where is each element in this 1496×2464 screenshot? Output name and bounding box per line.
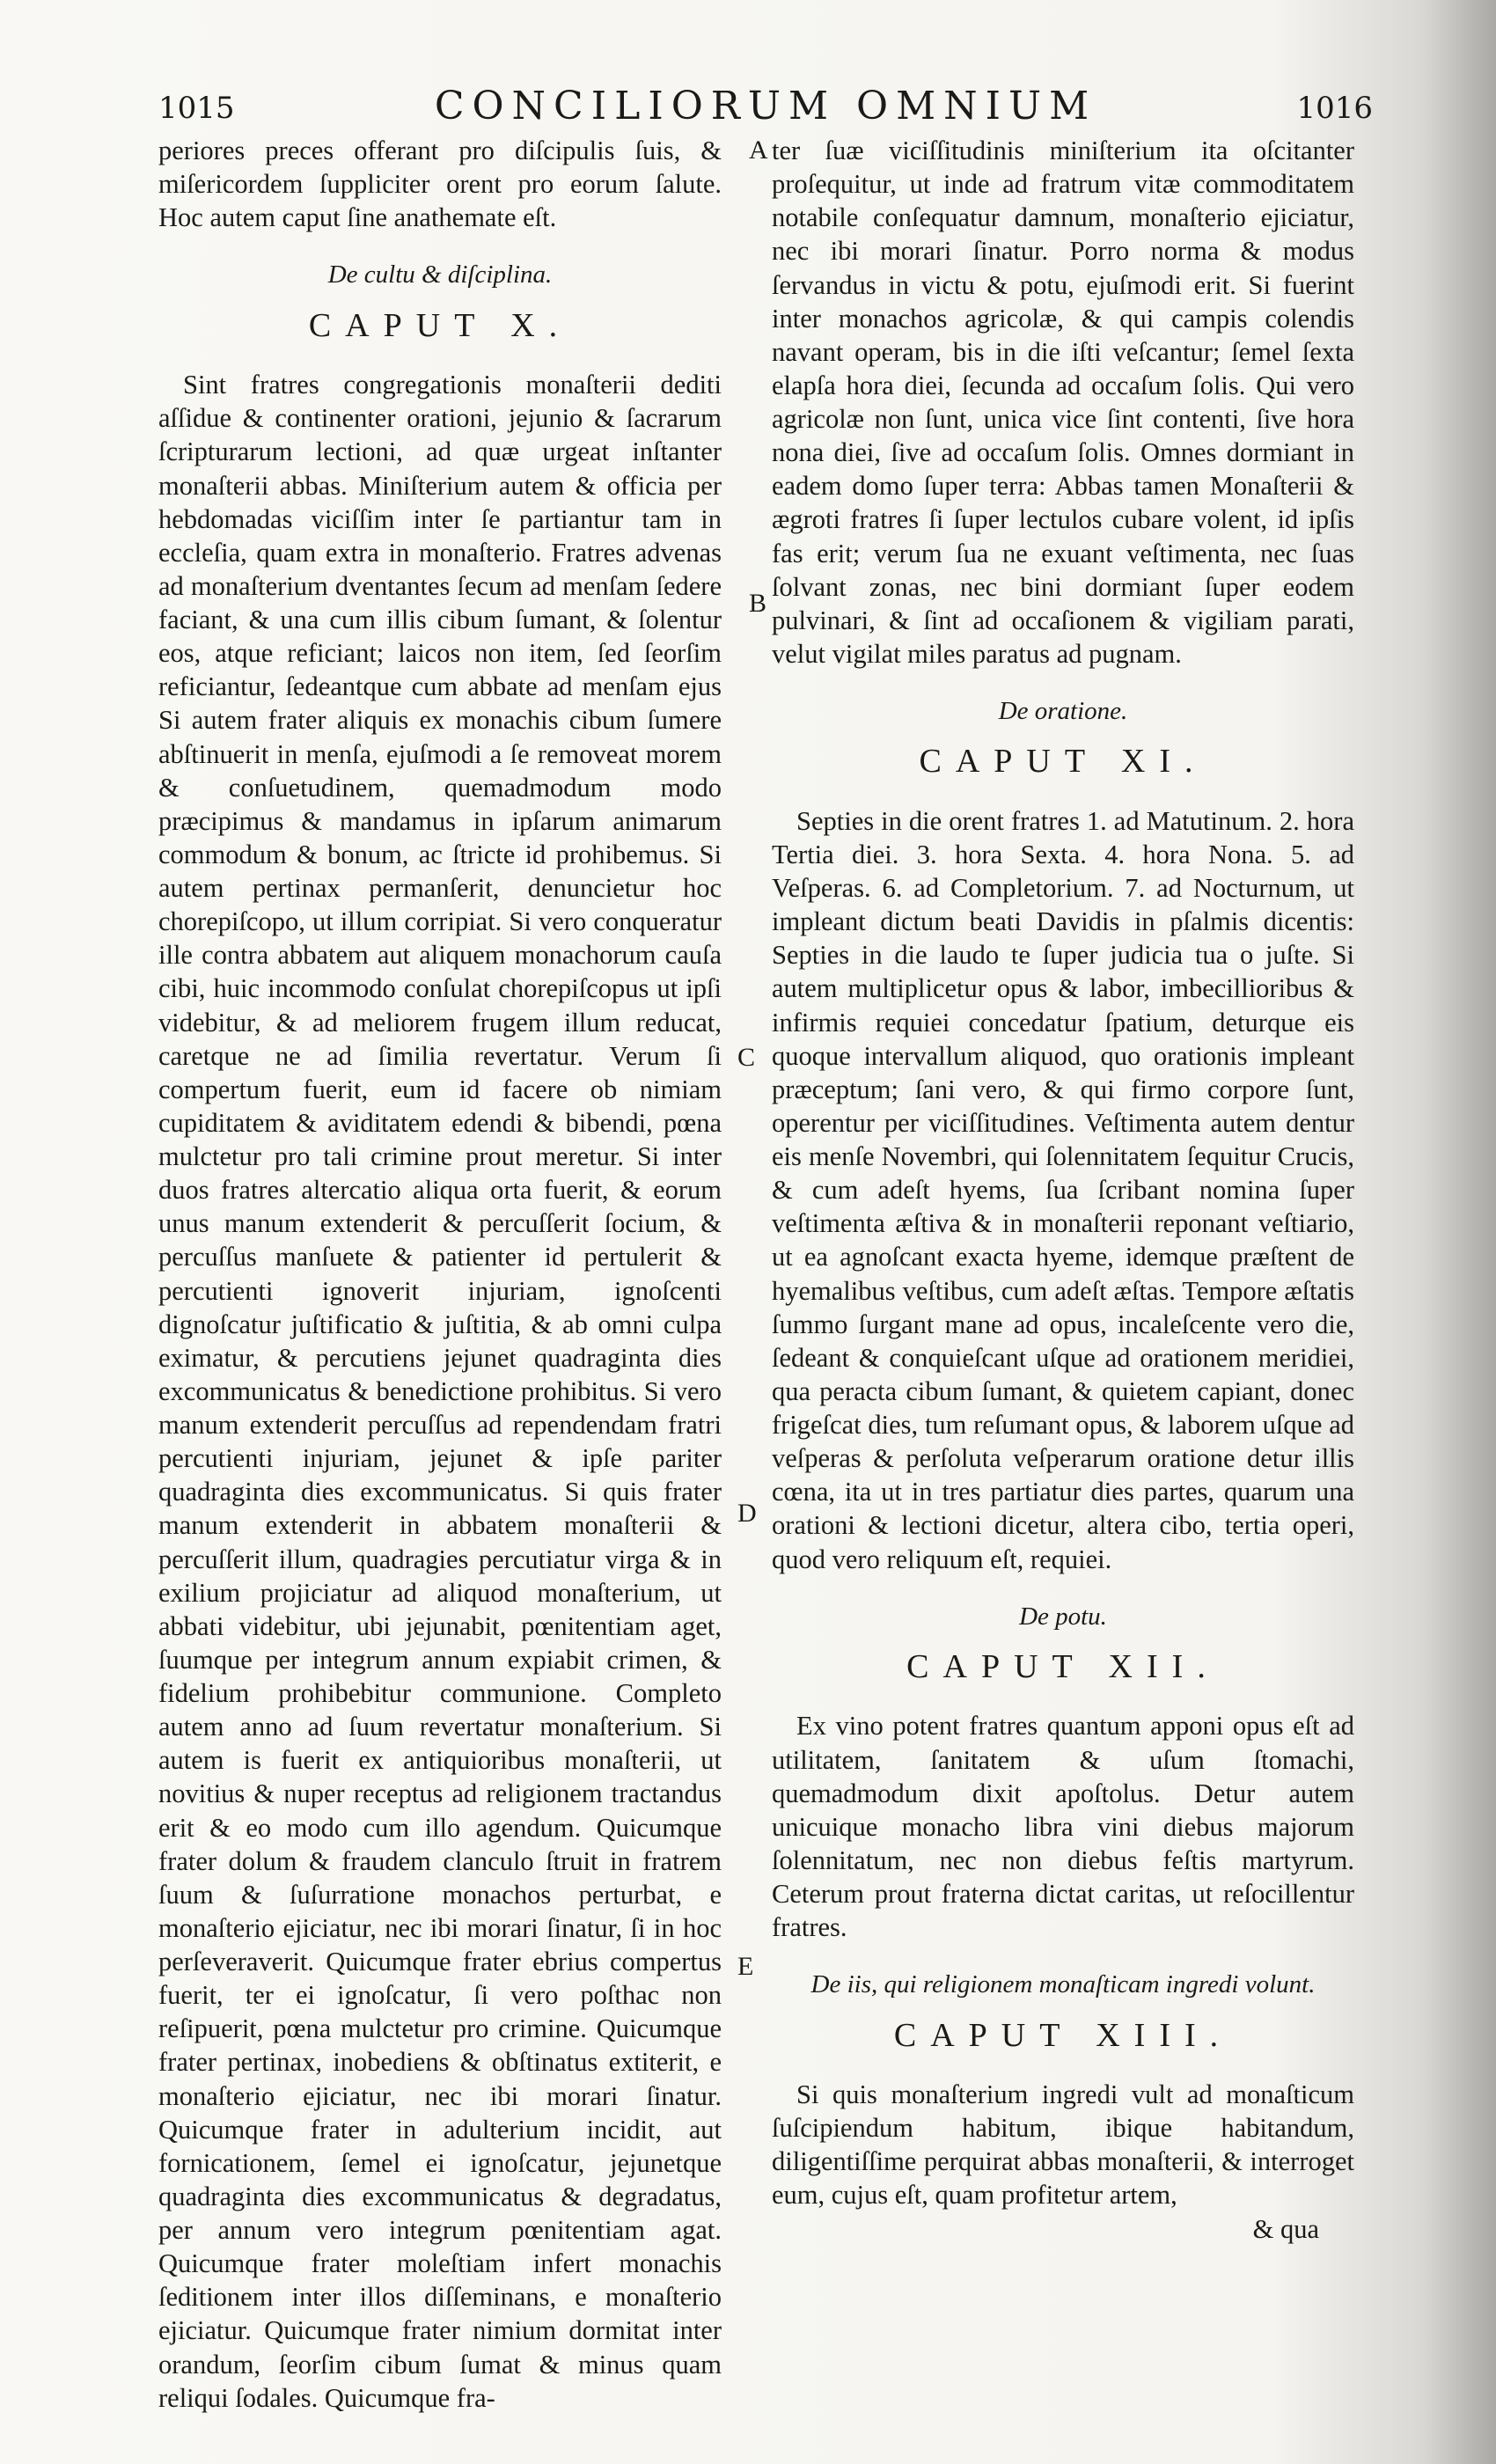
running-title: CONCILIORUM OMNIUM: [434, 84, 1097, 128]
paragraph-continued: periores preces offerant pro diſcipulis ſuis, & miſericordem ſuppliciter orent pro eorum ſalute. Hoc autem caput ſine anathemate eſt.: [158, 136, 722, 233]
chapter-heading-12: CAPUT XII.: [906, 1647, 1220, 1685]
margin-letter-a: A: [749, 136, 768, 165]
section-subtitle-12: De potu.: [1019, 1602, 1107, 1631]
margin-letter-b: B: [749, 589, 767, 618]
margin-letter-c: C: [737, 1043, 756, 1072]
page-number-left: 1015: [158, 91, 235, 126]
chapter-12-text: Ex vino potent fratres quantum apponi opus eſt ad utilitatem, ſanitatem & uſum ſtomachi, quemadmodum dixit apoſtolus. Detur autem unicuique monacho libra vini diebus majorum ſolennitatum, nec non diebus feſtis martyrum. Ceterum prout fraterna dictat caritas, ut reſocillentur fratres.: [772, 1711, 1354, 1943]
page-number-right: 1016: [1296, 91, 1373, 126]
chapter-heading-10: CAPUT X.: [308, 306, 572, 344]
chapter-heading-13: CAPUT XIII.: [893, 2016, 1233, 2054]
margin-letter-d: D: [737, 1499, 757, 1528]
chapter-13-text: Si quis monaſterium ingredi vult ad monaſticum ſuſcipiendum habitum, ibique habitandum, diligentiſſime perquirat abbas monaſterii, & interroget eum, cujus eſt, quam profitetur artem,: [772, 2079, 1354, 2211]
right-column: [772, 134, 1354, 2246]
margin-letter-e: E: [737, 1952, 754, 1981]
chapter-heading-11: CAPUT XI.: [919, 743, 1207, 781]
section-subtitle-10: De cultu & diſciplina.: [327, 260, 553, 290]
running-head: [158, 84, 1373, 136]
section-subtitle-11: De oratione.: [998, 697, 1128, 725]
section-subtitle-13: De iis, qui religionem monaſticam ingredi volunt.: [810, 1970, 1316, 1999]
chapter-11-text: Septies in die orent fratres 1. ad Matutinum. 2. hora Tertia diei. 3. hora Sexta. 4. hora Nona. 5. ad Veſperas. 6. ad Completorium. 7. ad Nocturnum, ut impleant dictum beati Davidis in pſalmis dicentis: Septies in die laudo te ſuper judicia tua o juſte. Si autem multiplicetur opus & labor, imbecillioribus & infirmis requiei concedatur ſpatium, deturque eis quoque intervallum aliquod, quo orationis impleant præceptum; ſani vero, & qui firmo corpore ſunt, operentur per viciſſitudines. Veſtimenta autem dentur eis menſe Novembri, qui ſolennitatem ſequitur Crucis, & cum adeſt hyems, ſua ſcribant nomina ſuper veſtimenta æſtiva & in monaſterii reponant veſtiario, ut ea agnoſcant exacta hyeme, idemque præſtent de hyemalibus veſtibus, cum adeſt æſtas. Tempore æſtatis ſummo ſurgant mane ad opus, incaleſcente vero die, ſedeant & conquieſcant uſque ad orationem meridiei, qua peracta cibum ſumant, & quietem capiant, donec frigeſcat dies, tum reſumant opus, & laborem uſque ad veſperas & perſoluta veſperarum oratione detur illis cœna, ita ut in tres partiatur dies partes, quarum una orationi & lectioni dicetur, altera cibo, tertia operi, quod vero reliquum eſt, requiei.: [772, 805, 1354, 1574]
left-column: [158, 134, 722, 2415]
paragraph-continued-right: ter ſuæ viciſſitudinis miniſterium ita oſcitanter proſequitur, ut inde ad fratrum vitæ commoditatem notabile conſequatur damnum, monaſterio ejiciatur, nec ibi morari ſinatur. Porro norma & modus ſervandus in victu & potu, ejuſmodi erit. Si fuerint inter monachos agricolæ, & qui campis colendis navant operam, bis in die iſti veſcantur; ſemel ſexta elapſa hora diei, ſecunda ad occaſum ſolis. Qui vero agricolæ non ſunt, unica vice ſint contenti, ſive hora nona diei, ſive ad occaſum ſolis. Omnes dormiant in eadem domo ſuper terra: Abbas tamen Monaſterii & ægroti fratres ſi ſuper lectulos cubare volent, id ipſis fas erit; verum ſua ne exuant veſtimenta, nec ſuas ſolvant zonas, nec bini dormiant ſuper eodem pulvinari, & ſint ad occaſionem & vigiliam parati, velut vigilat miles paratus ad pugnam.: [772, 136, 1354, 669]
catchword: & qua: [1252, 2213, 1319, 2244]
chapter-10-text: Sint fratres congregationis monaſterii dediti aſſidue & continenter orationi, jejunio & ſacrarum ſcripturarum lectioni, ad quæ urgeat inſtanter monaſterii abbas. Miniſterium autem & officia per hebdomadas viciſſim inter ſe partiantur tam in eccleſia, quam extra in monaſterio. Fratres advenas ad monaſterium dventantes ſecum ad menſam ſedere faciant, & una cum illis cibum ſumant, & ſolentur eos, atque reficiant; laicos non item, ſed ſeorſim reficiantur, ſedeantque cum abbate ad menſam ejus Si autem frater aliquis ex monachis cibum ſumere abſtinuerit in menſa, ejuſmodi a ſe removeat morem & conſuetudinem, quemadmodum modo præcipimus & mandamus in ipſarum animarum commodum & bonum, ac ſtricte id prohibemus. Si autem pertinax permanſerit, denuncietur hoc chorepiſcopo, ut illum corripiat. Si vero conqueratur ille contra abbatem aut aliquem monachorum cauſa cibi, huic incommodo conſulat chorepiſcopus ut ipſi videbitur, & ad meliorem frugem illum reducat, caretque ne ad ſimilia revertatur. Verum ſi compertum fuerit, eum id facere ob nimiam cupiditatem & aviditatem edendi & bibendi, pœna mulctetur pro tali crimine prout meretur. Si inter duos fratres altercatio aliqua orta fuerit, & eorum unus manum extenderit & percuſſerit ſocium, & percuſſus manſuete & patienter id pertulerit & percutienti ignoverit injuriam, ignoſcenti dignoſcatur juſtificatio & juſtitia, & ab omni culpa eximatur, & percutiens jejunet quadraginta dies excommunicatus & benedictione prohibitus. Si vero manum extenderit percuſſus ad rependendam fratri percutienti injuriam, jejunet & ipſe pariter quadraginta dies excommunicatus. Si quis frater manum extenderit in abbatem monaſterii & percuſſerit illum, quadragies percutiatur virga & in exilium projiciatur ad aliquod monaſterium, ut abbati videbitur, ubi jejunabit, pœnitentiam aget, ſuumque per integrum annum expiabit crimen, & fidelium prohibebitur communione. Completo autem anno ad ſuum revertatur monaſterium. Si autem is fuerit ex antiquioribus monaſterii, ut novitius & nuper receptus ad religionem tractandus erit & eo modo cum illo agendum. Quicumque frater dolum & fraudem clanculo ſtruit in fratrem ſuum & ſuſurratione monachos perturbat, e monaſterio ejiciatur, nec ibi morari ſinatur, ſi in hoc perſeveraverit. Quicumque frater ebrius compertus fuerit, ter ei ignoſcatur, ſi vero poſthac non reſipuerit, pœna mulctetur pro crimine. Quicumque frater pertinax, inobediens & obſtinatus extiterit, e monaſterio ejiciatur, nec ibi morari ſinatur. Quicumque frater in adulterium incidit, aut fornicationem, ſemel ei ignoſcatur, jejunetque quadraginta dies excommunicatus & degradatus, per annum vero integrum pœnitentiam agat. Quicumque frater moleſtiam infert monachis ſeditionem inter illos diſſeminans, e monaſterio ejiciatur. Quicumque frater nimium dormitat inter orandum, ſeorſim cibum ſumat & minus quam reliqui ſodales. Quicumque fra-: [158, 370, 722, 2413]
